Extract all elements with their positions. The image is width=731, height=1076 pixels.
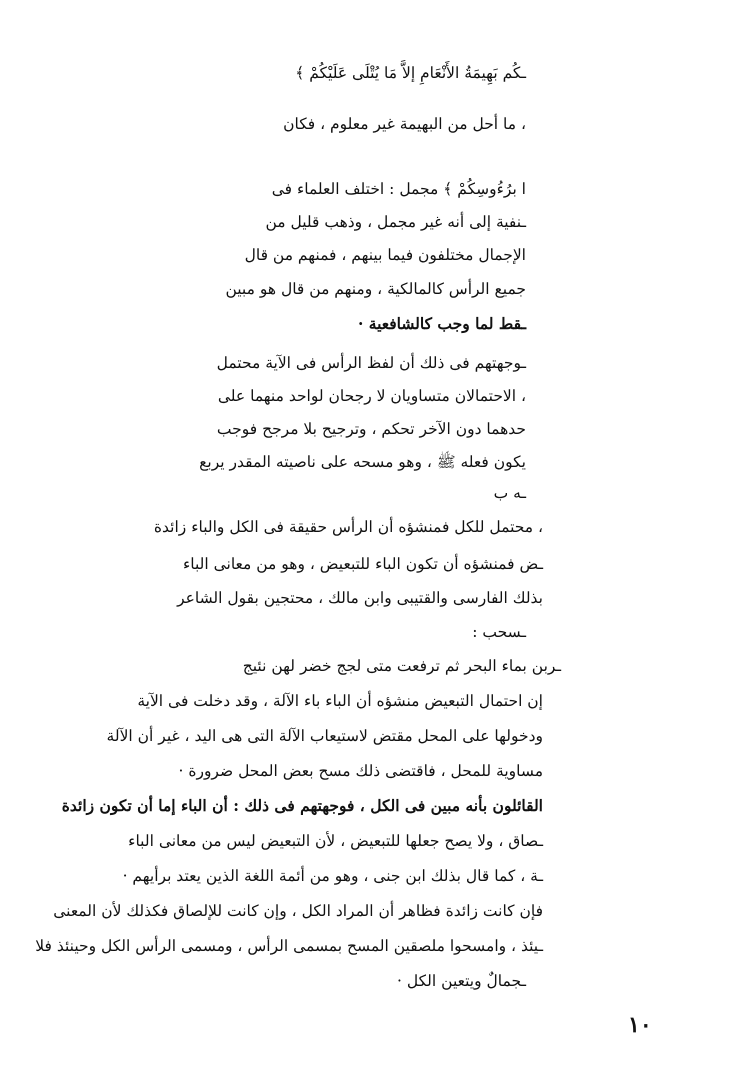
text-line: ا برُءُوسِكُمْ ﴾ مجمل : اختلف العلماء فى [271, 180, 526, 198]
text-line: إن احتمال التبعيض منشؤه أن الباء باء الآلة ، وقد دخلت فى الآية [137, 692, 543, 710]
text-line: ـة ، كما قال بذلك ابن جنى ، وهو من أئمة اللغة الذين يعتد برأيهم · [122, 867, 543, 885]
page-number: ١٠ [628, 1012, 652, 1038]
text-line: ـه ب [493, 484, 526, 502]
text-line: ، ما أحل من البهيمة غير معلوم ، فكان [283, 115, 526, 133]
text-line: مساوية للمحل ، فاقتضى ذلك مسح بعض المحل ضرورة · [178, 762, 543, 780]
text-line: ـسحب : [472, 623, 526, 641]
text-line: ـصاق ، ولا يصح جعلها للتبعيض ، لأن التبعيض ليس من معانى الباء [128, 832, 543, 850]
text-line: ـنفية إلى أنه غير مجمل ، وذهب قليل من [265, 213, 526, 231]
text-line: يكون فعله ﷺ ، وهو مسحه على ناصيته المقدر يربع [199, 453, 526, 471]
text-line: القائلون بأنه مبين فى الكل ، فوجهتهم فى ذلك : أن الباء إما أن تكون زائدة [61, 796, 543, 815]
text-line: بذلك الفارسى والقتيبى وابن مالك ، محتجين بقول الشاعر [177, 589, 543, 607]
text-line: ، محتمل للكل فمنشؤه أن الرأس حقيقة فى الكل والباء زائدة [153, 518, 543, 536]
text-line: ـقط لما وجب كالشافعية · [357, 314, 526, 333]
text-line: فإن كانت زائدة فظاهر أن المراد الكل ، وإن كانت للإلصاق فكذلك لأن المعنى [53, 902, 543, 920]
text-line: ـض فمنشؤه أن تكون الباء للتبعيض ، وهو من معانى الباء [182, 555, 543, 573]
text-line: الإجمال مختلفون فيما بينهم ، فمنهم من قال [244, 246, 526, 264]
text-line: حدهما دون الآخر تحكم ، وترجيح بلا مرجح فوجب [216, 420, 526, 438]
text-line: ـجمالٌ ويتعين الكل · [397, 972, 526, 990]
text-line: ، الاحتمالان متساويان لا رجحان لواحد منهما على [217, 387, 526, 405]
poetry-verse: ـربن بماء البحر ثم ترفعت متى لجج خضر لهن نئيج [242, 657, 561, 675]
text-line: ـوجهتهم فى ذلك أن لفظ الرأس فى الآية محتمل [216, 354, 526, 372]
text-line: ـيئذ ، وامسحوا ملصقين المسح بمسمى الرأس ، ومسمى الرأس الكل وحينئذ فلا [35, 937, 543, 955]
text-line: جميع الرأس كالمالكية ، ومنهم من قال هو مبين [225, 280, 526, 298]
text-line: ـكُم بَهِيمَةُ الأَنْعَامِ إلاَّ مَا يُتْلَى عَلَيْكُمْ ﴾ [295, 64, 526, 82]
text-line: ودخولها على المحل مقتض لاستيعاب الآلة التى هى اليد ، غير أن الآلة [106, 727, 543, 745]
